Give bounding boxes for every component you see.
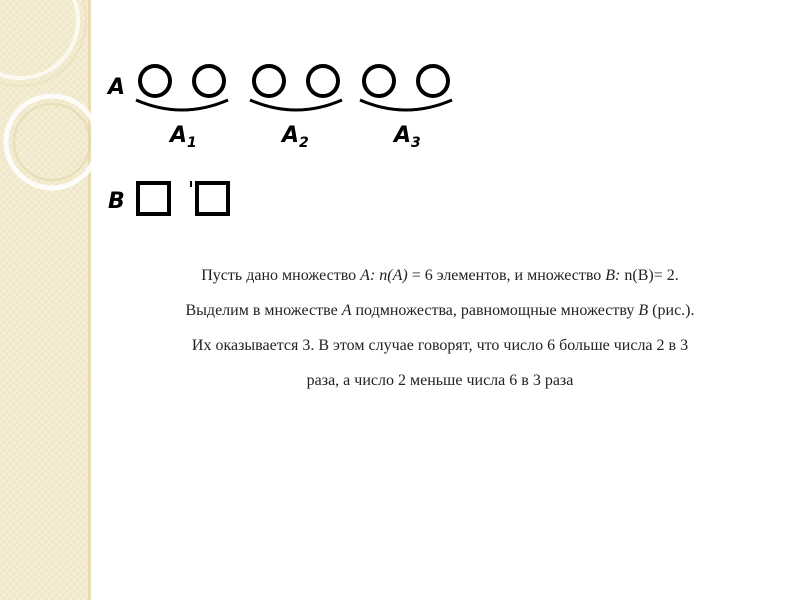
element-circle [308,66,338,96]
element-circle [418,66,448,96]
subset-label-3: A3 [394,123,421,151]
subset-brace-1 [136,100,228,110]
text-line-3: Их оказывается 3. В этом случае говорят, что число 6 больше числа 2 в 3 [191,337,689,354]
set-b-label: B [108,189,125,214]
explanation-text [110,258,770,398]
element-circle [140,66,170,96]
element-square [197,183,228,214]
text-line-4: раза, а число 2 меньше числа 6 в 3 раза [306,372,574,389]
sets-figure [100,50,480,230]
text-line-2: Выделим в множестве A подмножества, равномощные множеству B (рис.). [185,302,695,319]
element-circle [364,66,394,96]
subset-label-1: A1 [170,123,197,151]
subset-brace-2 [250,100,342,110]
element-circle [194,66,224,96]
text-line-1: Пусть дано множество A: n(A) = 6 элементов, и множество B: n(B)= 2. [201,267,679,284]
element-circle [254,66,284,96]
element-square [138,183,169,214]
subset-brace-3 [360,100,452,110]
subset-label-2: A2 [282,123,309,151]
set-a-label: A [108,75,126,100]
